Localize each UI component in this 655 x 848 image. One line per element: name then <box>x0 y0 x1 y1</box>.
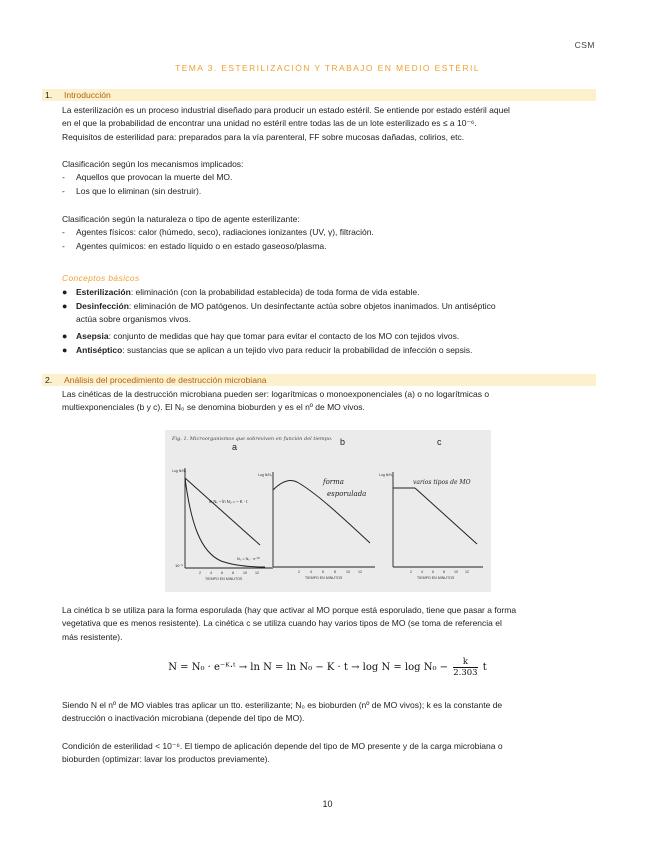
section-2-intro <box>62 388 598 415</box>
x-tick: 6 <box>221 571 223 575</box>
paragraph-line: vegetativa que es menos resistente). La cinética c se utiliza cuando hay varios tipos de MO (se toma de referencia el <box>62 618 502 629</box>
paragraph-line: Las cinéticas de la destrucción microbiana pueden ser: logarítmicas o monoexponenciales (a) o no logarítmicas o <box>62 389 490 399</box>
equation-a2: N₀ = N₀ · e⁻ᴷᵗ <box>237 557 260 561</box>
section-2-number: 2. <box>45 375 53 385</box>
x-axis-label: TIEMPO EN MINUTOS <box>305 576 343 580</box>
x-tick: 2 <box>298 570 300 574</box>
x-axis-label: TIEMPO EN MINUTOS <box>417 576 455 580</box>
list-item: - Agentes físicos: calor (húmedo, seco), radiaciones ionizantes (UV, γ), filtración. <box>62 227 374 238</box>
note-b1: forma <box>323 478 344 486</box>
panel-label-b: b <box>340 437 346 447</box>
y-axis-label: Log N/N₀ <box>379 473 394 477</box>
x-tick: 2 <box>199 571 201 575</box>
formula-main: N = N₀ · e⁻ᴷ·ᵗ → ln N = ln N₀ − K · t → log N = log N₀ − <box>168 662 449 673</box>
x-tick: 8 <box>334 570 336 574</box>
paragraph-line: en el que la probabilidad de encontrar una unidad no estéril entre todas las de un lote esterilizado es ≤ a 10⁻⁶. <box>62 118 477 129</box>
concept-item: ● Desinfección: eliminación de MO patógenos. Un desinfectante actúa sobre objetos inanimados. Un antiséptico actúa sobre organismos vivos. <box>62 301 496 325</box>
section-1-number: 1. <box>45 90 53 100</box>
x-tick: 8 <box>232 571 234 575</box>
list-item: - Agentes químicos: en estado líquido o en estado gaseoso/plasma. <box>62 240 327 251</box>
concepts-subheading: Conceptos básicos <box>62 273 140 283</box>
x-tick: 4 <box>210 571 212 575</box>
note-b2: esporulada <box>327 490 367 498</box>
paragraph-line: multiexponenciales (b y c). El N₀ se denomina bioburden y es el nº de MO vivos. <box>62 402 365 413</box>
paragraph-line: destrucción o inactivación microbiana (depende del tipo de MO). <box>62 713 305 724</box>
section-1-band <box>42 89 596 101</box>
x-tick: 6 <box>432 570 434 574</box>
agent-classification <box>62 213 598 253</box>
x-tick: 12 <box>465 570 469 574</box>
x-axis-label: TIEMPO EN MINUTOS <box>205 577 243 581</box>
paragraph-line: bioburden (optimizar: lavar los productos previamente). <box>62 754 270 765</box>
paragraph-line: La cinética b se utiliza para la forma esporulada (hay que activar al MO porque está esporulado, tiene que pasar a forma <box>62 605 517 615</box>
panel-label-c: c <box>437 437 442 447</box>
paragraph-line: más resistente). <box>62 631 123 642</box>
formula-fraction <box>453 657 477 678</box>
list-item: - Aquellos que provocan la muerte del MO. <box>62 172 233 183</box>
author-initials: CSM <box>574 40 595 50</box>
note-c: varios tipos de MO <box>413 479 471 486</box>
paragraph-line: La esterilización es un proceso industrial diseñado para producir un estado estéril. Se entiende por estado estéril aquel <box>62 105 510 115</box>
variable-definitions <box>62 699 598 726</box>
equation-a: ln Nₜ – ln N₀ = – K · t <box>209 499 248 504</box>
x-tick: 10 <box>243 571 247 575</box>
x-tick: 2 <box>410 570 412 574</box>
section-1-heading <box>45 90 111 100</box>
section-1-intro <box>62 104 598 144</box>
x-tick: 6 <box>322 570 324 574</box>
list-title: Clasificación según los mecanismos implicados: <box>62 159 244 169</box>
figure-caption: Fig. 1. Microorganismos que sobreviven en función del tiempo. <box>172 436 333 442</box>
x-tick: 12 <box>255 571 259 575</box>
list-title: Clasificación según la naturaleza o tipo de agente esterilizante: <box>62 214 300 224</box>
section-2-heading <box>45 375 267 385</box>
sterility-condition <box>62 740 598 767</box>
paragraph-line: Siendo N el nº de MO viables tras aplicar un tto. esterilizante; N₀ es bioburden (nº de MO vivos); k es la constante de <box>62 700 503 710</box>
page-number: 10 <box>322 799 333 809</box>
y-axis-label: Log N/N₀ <box>172 469 187 473</box>
fraction-numerator: k <box>453 657 477 668</box>
x-tick: 4 <box>421 570 423 574</box>
formula-tail: t <box>482 662 487 673</box>
x-tick: 8 <box>443 570 445 574</box>
kinetics-figure-svg <box>165 430 491 592</box>
paragraph-line: Requisitos de esterilidad para: preparados para la vía parenteral, FF sobre mucosas dañadas, colirios, etc. <box>62 131 465 142</box>
paragraph-line: Condición de esterilidad < 10⁻⁶. El tiempo de aplicación depende del tipo de MO presente y de la carga microbiana o <box>62 741 503 751</box>
x-tick: 10 <box>346 570 350 574</box>
x-tick: 4 <box>310 570 312 574</box>
x-tick: 12 <box>358 570 362 574</box>
kinetics-explanation <box>62 604 598 644</box>
kinetics-figure <box>165 430 491 592</box>
section-1-title: Introducción <box>64 90 111 100</box>
section-2-title: Análisis del procedimiento de destrucción microbiana <box>64 375 267 385</box>
x-tick: 10 <box>454 570 458 574</box>
kinetics-formula <box>0 657 655 678</box>
y-axis-label: Log N/N₀ <box>258 473 273 477</box>
mechanism-classification <box>62 158 598 198</box>
list-item: - Los que lo eliminan (sin destruir). <box>62 185 202 196</box>
y-low-label: 10⁻⁶ <box>175 563 184 568</box>
fraction-denominator: 2.303 <box>453 668 478 678</box>
chapter-title: TEMA 3. ESTERILIZACIÓN Y TRABAJO EN MEDIO ESTÉRIL <box>175 63 480 73</box>
panel-label-a: a <box>232 442 238 452</box>
